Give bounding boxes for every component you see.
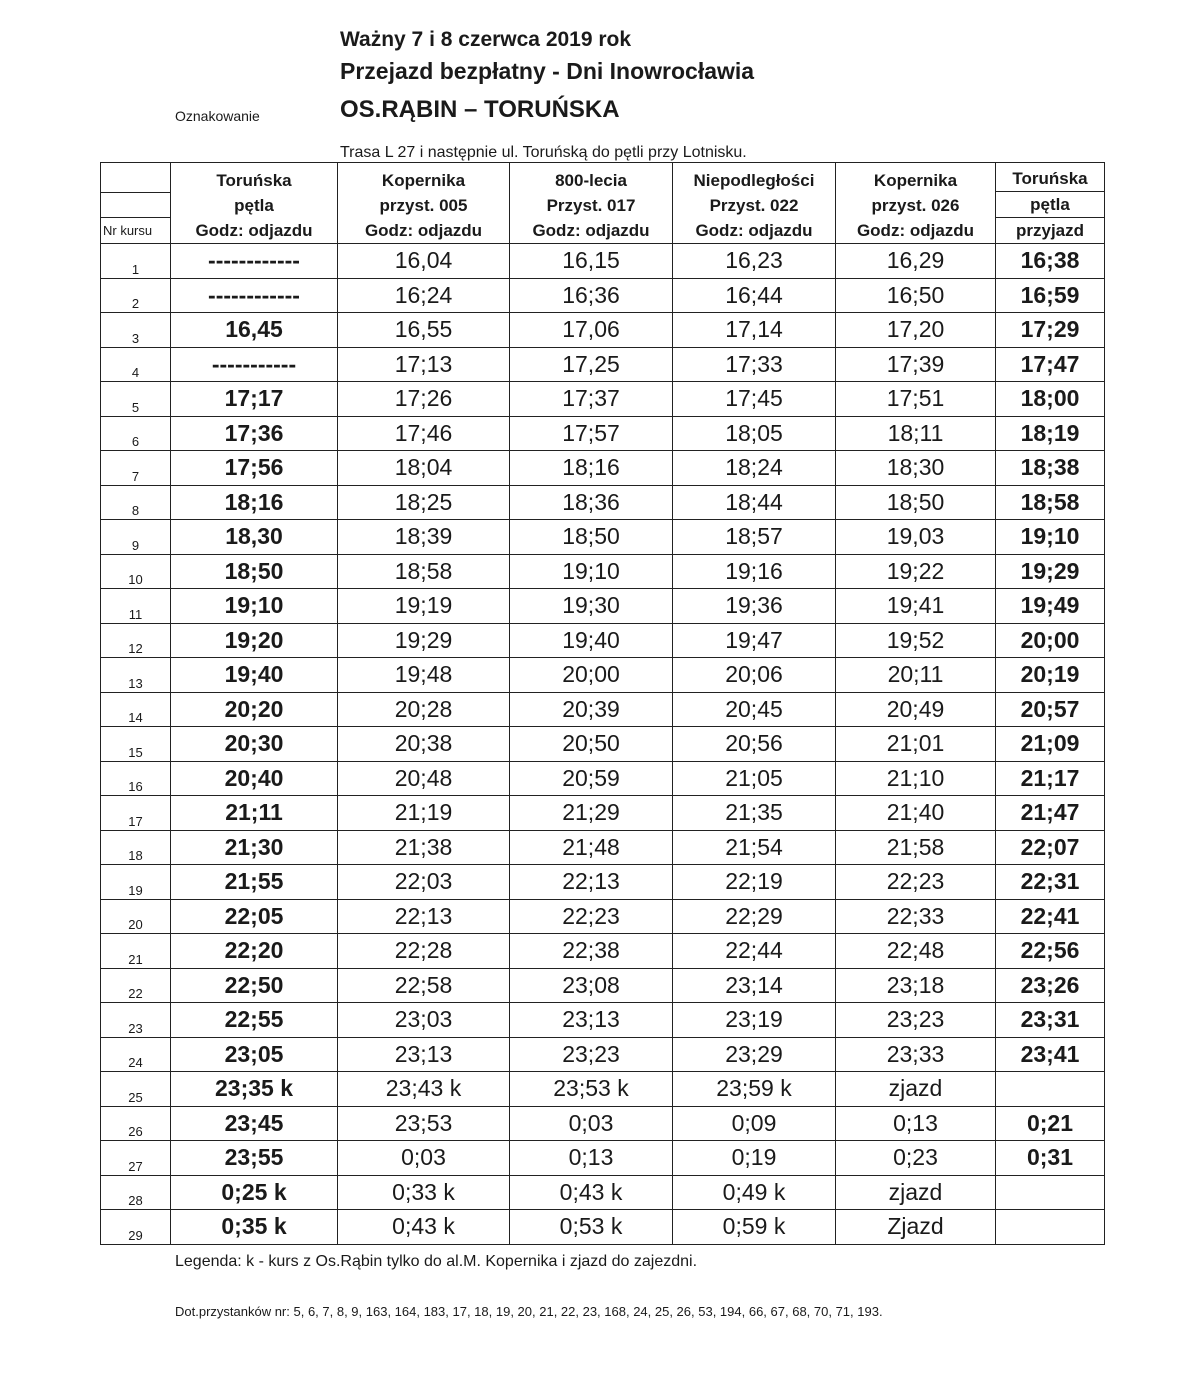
cell-kopernika-026: 17;39: [836, 347, 996, 382]
table-row: [101, 934, 1105, 969]
cell-row-number: 29: [101, 1210, 171, 1245]
cell-torunska-departure: ------------: [171, 278, 338, 313]
cell-row-number: 25: [101, 1072, 171, 1107]
cell-800-lecia-017: 21;48: [510, 830, 673, 865]
cell-niepodleglosci-022: 20;45: [673, 692, 836, 727]
cell-kopernika-026: 21;40: [836, 796, 996, 831]
cell-niepodleglosci-022: 17;45: [673, 382, 836, 417]
cell-niepodleglosci-022: 16,23: [673, 244, 836, 279]
cell-niepodleglosci-022: 22;29: [673, 899, 836, 934]
cell-800-lecia-017: 18;16: [510, 451, 673, 486]
cell-800-lecia-017: 19;30: [510, 589, 673, 624]
header-line-1: Niepodległości: [693, 171, 815, 190]
cell-row-number: 11: [101, 589, 171, 624]
cell-niepodleglosci-022: 21;35: [673, 796, 836, 831]
cell-torunska-departure: 19;40: [171, 658, 338, 693]
cell-niepodleglosci-022: 22;19: [673, 865, 836, 900]
cell-row-number: 19: [101, 865, 171, 900]
cell-row-number: 20: [101, 899, 171, 934]
cell-kopernika-005: 22;28: [338, 934, 510, 969]
cell-niepodleglosci-022: 18;57: [673, 520, 836, 555]
table-row: [101, 1072, 1105, 1107]
cell-torunska-departure: 22;05: [171, 899, 338, 934]
table-row: [101, 278, 1105, 313]
cell-800-lecia-017: 17,25: [510, 347, 673, 382]
cell-torunska-arrival: 0;21: [996, 1106, 1105, 1141]
table-row: [101, 313, 1105, 348]
header-line-3: przyjazd: [1015, 221, 1085, 240]
cell-kopernika-005: 22;13: [338, 899, 510, 934]
cell-kopernika-026: 16,29: [836, 244, 996, 279]
cell-800-lecia-017: 18;36: [510, 485, 673, 520]
header-line-1: 800-lecia: [555, 171, 627, 190]
cell-row-number: 23: [101, 1003, 171, 1038]
cell-kopernika-005: 18;39: [338, 520, 510, 555]
cell-niepodleglosci-022: 17,14: [673, 313, 836, 348]
cell-torunska-arrival: 18;38: [996, 451, 1105, 486]
header-line-1: Toruńska: [216, 171, 292, 190]
table-row: [101, 416, 1105, 451]
cell-800-lecia-017: 0;43 k: [510, 1175, 673, 1210]
cell-niepodleglosci-022: 18;05: [673, 416, 836, 451]
cell-800-lecia-017: 17;57: [510, 416, 673, 451]
cell-row-number: 1: [101, 244, 171, 279]
cell-kopernika-026: 22;48: [836, 934, 996, 969]
cell-torunska-departure: 21;30: [171, 830, 338, 865]
cell-kopernika-005: 18;25: [338, 485, 510, 520]
cell-800-lecia-017: 20;59: [510, 761, 673, 796]
cell-torunska-departure: ------------: [171, 244, 338, 279]
cell-800-lecia-017: 23;13: [510, 1003, 673, 1038]
cell-niepodleglosci-022: 19;47: [673, 623, 836, 658]
cell-torunska-departure: 23;55: [171, 1141, 338, 1176]
marking-label: Oznakowanie: [175, 108, 260, 124]
cell-torunska-arrival: 20;00: [996, 623, 1105, 658]
cell-torunska-arrival: 18;58: [996, 485, 1105, 520]
header-line-1: Kopernika: [381, 171, 466, 190]
cell-torunska-departure: 23;05: [171, 1037, 338, 1072]
cell-800-lecia-017: 21;29: [510, 796, 673, 831]
table-row: [101, 382, 1105, 417]
cell-row-number: 2: [101, 278, 171, 313]
cell-kopernika-026: 21;10: [836, 761, 996, 796]
cell-kopernika-005: 16,55: [338, 313, 510, 348]
cell-niepodleglosci-022: 18;44: [673, 485, 836, 520]
cell-kopernika-005: 17;46: [338, 416, 510, 451]
cell-torunska-departure: 22;55: [171, 1003, 338, 1038]
cell-800-lecia-017: 20;50: [510, 727, 673, 762]
cell-niepodleglosci-022: 23;19: [673, 1003, 836, 1038]
cell-niepodleglosci-022: 21;05: [673, 761, 836, 796]
cell-kopernika-026: 0;23: [836, 1141, 996, 1176]
cell-kopernika-026: 21;58: [836, 830, 996, 865]
cell-torunska-departure: 19;10: [171, 589, 338, 624]
cell-niepodleglosci-022: 18;24: [673, 451, 836, 486]
cell-kopernika-026: 23;33: [836, 1037, 996, 1072]
cell-kopernika-026: Zjazd: [836, 1210, 996, 1245]
cell-torunska-arrival: 20;19: [996, 658, 1105, 693]
cell-torunska-arrival: 23;41: [996, 1037, 1105, 1072]
cell-kopernika-005: 21;19: [338, 796, 510, 831]
cell-800-lecia-017: 17;37: [510, 382, 673, 417]
cell-800-lecia-017: 0;03: [510, 1106, 673, 1141]
header-line-2: przyst. 005: [379, 196, 468, 215]
table-row: [101, 1175, 1105, 1210]
cell-kopernika-005: 16,04: [338, 244, 510, 279]
table-row: [101, 727, 1105, 762]
cell-kopernika-026: 17;51: [836, 382, 996, 417]
cell-row-number: 24: [101, 1037, 171, 1072]
cell-niepodleglosci-022: 0;49 k: [673, 1175, 836, 1210]
table-header-row: [101, 163, 1105, 244]
cell-kopernika-005: 17;26: [338, 382, 510, 417]
cell-torunska-arrival: 22;07: [996, 830, 1105, 865]
cell-kopernika-005: 23;43 k: [338, 1072, 510, 1107]
cell-torunska-arrival: 19;29: [996, 554, 1105, 589]
cell-800-lecia-017: 20;00: [510, 658, 673, 693]
cell-row-number: 13: [101, 658, 171, 693]
table-row: [101, 899, 1105, 934]
cell-800-lecia-017: 16;36: [510, 278, 673, 313]
header-line-3: Godz: odjazdu: [532, 221, 650, 240]
cell-torunska-departure: 0;35 k: [171, 1210, 338, 1245]
cell-torunska-departure: 17;36: [171, 416, 338, 451]
cell-torunska-arrival: 20;57: [996, 692, 1105, 727]
cell-kopernika-005: 18;58: [338, 554, 510, 589]
cell-row-number: 21: [101, 934, 171, 969]
cell-row-number: 7: [101, 451, 171, 486]
header-line-2: Przyst. 017: [546, 196, 636, 215]
cell-torunska-arrival: 21;47: [996, 796, 1105, 831]
cell-row-number: 9: [101, 520, 171, 555]
table-row: [101, 1037, 1105, 1072]
table-row: [101, 623, 1105, 658]
cell-niepodleglosci-022: 23;59 k: [673, 1072, 836, 1107]
cell-800-lecia-017: 23;08: [510, 968, 673, 1003]
table-row: [101, 1003, 1105, 1038]
cell-torunska-departure: -----------: [171, 347, 338, 382]
cell-800-lecia-017: 20;39: [510, 692, 673, 727]
cell-kopernika-005: 16;24: [338, 278, 510, 313]
cell-niepodleglosci-022: 16;44: [673, 278, 836, 313]
cell-torunska-arrival: 16;38: [996, 244, 1105, 279]
table-row: [101, 244, 1105, 279]
cell-niepodleglosci-022: 19;16: [673, 554, 836, 589]
table-row: [101, 347, 1105, 382]
cell-kopernika-005: 19;48: [338, 658, 510, 693]
cell-kopernika-026: 22;33: [836, 899, 996, 934]
cell-niepodleglosci-022: 23;29: [673, 1037, 836, 1072]
cell-kopernika-005: 20;48: [338, 761, 510, 796]
cell-torunska-departure: 21;55: [171, 865, 338, 900]
cell-niepodleglosci-022: 20;56: [673, 727, 836, 762]
cell-torunska-departure: 22;50: [171, 968, 338, 1003]
timetable-body: [101, 244, 1105, 1245]
cell-kopernika-005: 20;38: [338, 727, 510, 762]
table-row: [101, 589, 1105, 624]
cell-torunska-arrival: [996, 1072, 1105, 1107]
table-row: [101, 520, 1105, 555]
cell-kopernika-026: 23;23: [836, 1003, 996, 1038]
cell-torunska-departure: 18;16: [171, 485, 338, 520]
cell-kopernika-005: 17;13: [338, 347, 510, 382]
cell-niepodleglosci-022: 19;36: [673, 589, 836, 624]
cell-torunska-departure: 23;35 k: [171, 1072, 338, 1107]
cell-torunska-departure: 16,45: [171, 313, 338, 348]
cell-row-number: 16: [101, 761, 171, 796]
cell-row-number: 10: [101, 554, 171, 589]
cell-kopernika-005: 19;29: [338, 623, 510, 658]
cell-kopernika-026: 19;22: [836, 554, 996, 589]
cell-torunska-arrival: 0;31: [996, 1141, 1105, 1176]
cell-kopernika-026: 17,20: [836, 313, 996, 348]
cell-torunska-departure: 19;20: [171, 623, 338, 658]
validity-date: Ważny 7 i 8 czerwca 2019 rok: [340, 28, 632, 51]
cell-torunska-departure: 20;30: [171, 727, 338, 762]
cell-row-number: 28: [101, 1175, 171, 1210]
cell-800-lecia-017: 16,15: [510, 244, 673, 279]
cell-800-lecia-017: 0;53 k: [510, 1210, 673, 1245]
table-row: [101, 1141, 1105, 1176]
cell-row-number: 15: [101, 727, 171, 762]
cell-row-number: 8: [101, 485, 171, 520]
cell-torunska-departure: 17;56: [171, 451, 338, 486]
timetable: [100, 162, 1105, 1245]
cell-800-lecia-017: 17,06: [510, 313, 673, 348]
table-row: [101, 830, 1105, 865]
cell-kopernika-005: 23;53: [338, 1106, 510, 1141]
route-name: OS.RĄBIN – TORUŃSKA: [340, 96, 620, 123]
table-row: [101, 968, 1105, 1003]
header-torunska-departure: [171, 163, 338, 244]
cell-kopernika-026: 19,03: [836, 520, 996, 555]
cell-kopernika-005: 0;03: [338, 1141, 510, 1176]
header-line-3: Godz: odjazdu: [856, 221, 975, 240]
header-line-1: Toruńska: [996, 166, 1104, 192]
header-line-3: Godz: odjazdu: [195, 221, 313, 240]
cell-torunska-departure: 17;17: [171, 382, 338, 417]
cell-row-number: 17: [101, 796, 171, 831]
cell-row-number: 14: [101, 692, 171, 727]
cell-row-number: 22: [101, 968, 171, 1003]
cell-row-number: 5: [101, 382, 171, 417]
cell-niepodleglosci-022: 0;19: [673, 1141, 836, 1176]
header-kopernika-005: [338, 163, 510, 244]
cell-niepodleglosci-022: 23;14: [673, 968, 836, 1003]
cell-niepodleglosci-022: 21;54: [673, 830, 836, 865]
cell-kopernika-026: 18;30: [836, 451, 996, 486]
cell-torunska-departure: 18,30: [171, 520, 338, 555]
stops-note: Dot.przystanków nr: 5, 6, 7, 8, 9, 163, 164, 183, 17, 18, 19, 20, 21, 22, 23, 168, 24, 25, 26, 53, 194, 66, 67, 68, 70, 71, 193.: [175, 1304, 883, 1319]
table-row: [101, 451, 1105, 486]
cell-niepodleglosci-022: 0;59 k: [673, 1210, 836, 1245]
cell-800-lecia-017: 23;53 k: [510, 1072, 673, 1107]
cell-torunska-departure: 21;11: [171, 796, 338, 831]
cell-kopernika-026: 20;49: [836, 692, 996, 727]
cell-niepodleglosci-022: 17;33: [673, 347, 836, 382]
cell-torunska-arrival: 16;59: [996, 278, 1105, 313]
cell-row-number: 27: [101, 1141, 171, 1176]
cell-torunska-arrival: 22;31: [996, 865, 1105, 900]
cell-row-number: 3: [101, 313, 171, 348]
cell-row-number: 6: [101, 416, 171, 451]
table-row: [101, 796, 1105, 831]
cell-torunska-departure: 22;20: [171, 934, 338, 969]
cell-kopernika-026: 19;41: [836, 589, 996, 624]
cell-800-lecia-017: 19;10: [510, 554, 673, 589]
header-line-2: pętla: [996, 192, 1104, 218]
cell-row-number: 26: [101, 1106, 171, 1141]
table-row: [101, 485, 1105, 520]
header-line-2: przyst. 026: [871, 196, 960, 215]
header-line-2: Przyst. 022: [709, 196, 799, 215]
cell-niepodleglosci-022: 0;09: [673, 1106, 836, 1141]
cell-800-lecia-017: 22;38: [510, 934, 673, 969]
cell-torunska-arrival: 18;00: [996, 382, 1105, 417]
free-ride-title: Przejazd bezpłatny - Dni Inowrocławia: [340, 58, 755, 84]
cell-kopernika-026: 19;52: [836, 623, 996, 658]
table-row: [101, 1210, 1105, 1245]
table-row: [101, 658, 1105, 693]
route-description: Trasa L 27 i następnie ul. Toruńską do pętli przy Lotnisku.: [340, 144, 747, 161]
cell-torunska-arrival: 18;19: [996, 416, 1105, 451]
table-row: [101, 865, 1105, 900]
header-line-1: Kopernika: [873, 171, 958, 190]
header-800-lecia-017: [510, 163, 673, 244]
cell-kopernika-005: 22;58: [338, 968, 510, 1003]
cell-torunska-arrival: [996, 1175, 1105, 1210]
cell-kopernika-026: 21;01: [836, 727, 996, 762]
cell-torunska-arrival: 23;31: [996, 1003, 1105, 1038]
cell-kopernika-026: 0;13: [836, 1106, 996, 1141]
cell-kopernika-026: zjazd: [836, 1072, 996, 1107]
cell-torunska-departure: 18;50: [171, 554, 338, 589]
cell-kopernika-005: 23;03: [338, 1003, 510, 1038]
cell-torunska-departure: 23;45: [171, 1106, 338, 1141]
cell-800-lecia-017: 18;50: [510, 520, 673, 555]
cell-niepodleglosci-022: 22;44: [673, 934, 836, 969]
header-niepodleglosci-022: [673, 163, 836, 244]
cell-torunska-departure: 20;40: [171, 761, 338, 796]
cell-torunska-departure: 0;25 k: [171, 1175, 338, 1210]
cell-kopernika-026: 23;18: [836, 968, 996, 1003]
cell-torunska-arrival: 23;26: [996, 968, 1105, 1003]
table-row: [101, 1106, 1105, 1141]
cell-kopernika-026: 16;50: [836, 278, 996, 313]
cell-kopernika-005: 21;38: [338, 830, 510, 865]
cell-800-lecia-017: 23;23: [510, 1037, 673, 1072]
cell-800-lecia-017: 22;13: [510, 865, 673, 900]
header-kopernika-026: [836, 163, 996, 244]
cell-torunska-arrival: 17;47: [996, 347, 1105, 382]
nr-kursu-label: Nr kursu: [103, 223, 153, 238]
table-row: [101, 692, 1105, 727]
cell-kopernika-005: 0;33 k: [338, 1175, 510, 1210]
cell-800-lecia-017: 0;13: [510, 1141, 673, 1176]
cell-torunska-arrival: 22;56: [996, 934, 1105, 969]
cell-kopernika-005: 0;43 k: [338, 1210, 510, 1245]
cell-kopernika-005: 19;19: [338, 589, 510, 624]
cell-torunska-arrival: 21;17: [996, 761, 1105, 796]
header-line-3: Godz: odjazdu: [695, 221, 813, 240]
header-torunska-arrival: [996, 163, 1105, 244]
cell-torunska-arrival: 19;49: [996, 589, 1105, 624]
cell-torunska-arrival: 19;10: [996, 520, 1105, 555]
cell-torunska-departure: 20;20: [171, 692, 338, 727]
cell-kopernika-005: 23;13: [338, 1037, 510, 1072]
cell-torunska-arrival: [996, 1210, 1105, 1245]
cell-row-number: 18: [101, 830, 171, 865]
cell-kopernika-026: 18;50: [836, 485, 996, 520]
header-line-3: Godz: odjazdu: [364, 221, 483, 240]
cell-row-number: 12: [101, 623, 171, 658]
cell-kopernika-026: 22;23: [836, 865, 996, 900]
legend: Legenda: k - kurs z Os.Rąbin tylko do al.M. Kopernika i zjazd do zajezdni.: [175, 1253, 698, 1270]
cell-800-lecia-017: 19;40: [510, 623, 673, 658]
cell-torunska-arrival: 21;09: [996, 727, 1105, 762]
cell-torunska-arrival: 22;41: [996, 899, 1105, 934]
cell-kopernika-005: 22;03: [338, 865, 510, 900]
header-line-2: pętla: [234, 196, 274, 215]
cell-800-lecia-017: 22;23: [510, 899, 673, 934]
cell-kopernika-005: 18;04: [338, 451, 510, 486]
cell-row-number: 4: [101, 347, 171, 382]
header-nr-kursu: [101, 163, 171, 244]
cell-torunska-arrival: 17;29: [996, 313, 1105, 348]
table-row: [101, 761, 1105, 796]
cell-kopernika-026: zjazd: [836, 1175, 996, 1210]
cell-kopernika-005: 20;28: [338, 692, 510, 727]
cell-kopernika-026: 20;11: [836, 658, 996, 693]
cell-kopernika-026: 18;11: [836, 416, 996, 451]
cell-niepodleglosci-022: 20;06: [673, 658, 836, 693]
table-row: [101, 554, 1105, 589]
